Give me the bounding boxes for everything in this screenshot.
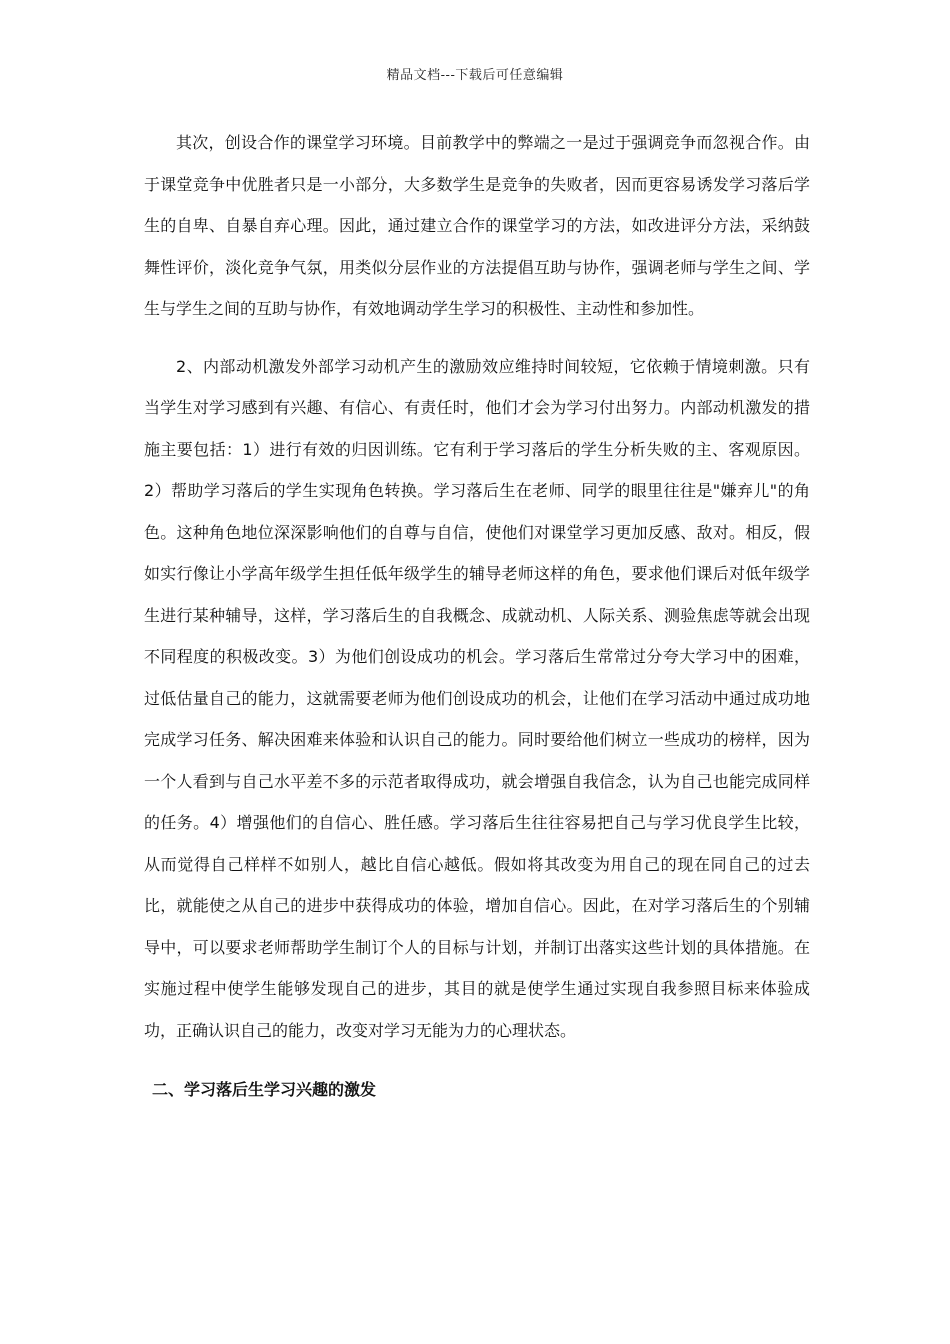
section-heading: 二、学习落后生学习兴趣的激发 xyxy=(152,1080,377,1099)
paragraph-cooperative-environment: 其次，创设合作的课堂学习环境。目前教学中的弊端之一是过于强调竞争而忽视合作。由于课堂竞争中优胜者只是一小部分，大多数学生是竞争的失败者，因而更容易诱发学习落后学生的自卑、自暴自弃心理。因此，通过建立合作的课堂学习的方法，如改进评分方法，采纳鼓舞性评价，淡化竞争气氛，用类似分层作业的方法提倡互助与协作，强调老师与学生之间、学生与学生之间的互助与协作，有效地调动学生学习的积极性、主动性和参加性。 xyxy=(144,133,810,318)
document-body xyxy=(144,122,810,1111)
paragraph-intrinsic-motivation: 2、内部动机激发外部学习动机产生的激励效应维持时间较短，它依赖于情境刺激。只有当学生对学习感到有兴趣、有信心、有责任时，他们才会为学习付出努力。内部动机激发的措施主要包括：1）进行有效的归因训练。它有利于学习落后的学生分析失败的主、客观原因。2）帮助学习落后的学生实现角色转换。学习落后生在老师、同学的眼里往往是"嫌弃儿"的角色。这种角色地位深深影响他们的自尊与自信，使他们对课堂学习更加反感、敌对。相反，假如实行像让小学高年级学生担任低年级学生的辅导老师这样的角色，要求他们课后对低年级学生进行某种辅导，这样，学习落后生的自我概念、成就动机、人际关系、测验焦虑等就会出现不同程度的积极改变。3）为他们创设成功的机会。学习落后生常常过分夸大学习中的困难，过低估量自己的能力，这就需要老师为他们创设成功的机会，让他们在学习活动中通过成功地完成学习任务、解决困难来体验和认识自己的能力。同时要给他们树立一些成功的榜样，因为一个人看到与自己水平差不多的示范者取得成功，就会增强自我信念，认为自己也能完成同样的任务。4）增强他们的自信心、胜任感。学习落后生往往容易把自己与学习优良学生比较，从而觉得自己样样不如别人，越比自信心越低。假如将其改变为用自己的现在同自己的过去比，就能使之从自己的进步中获得成功的体验，增加自信心。因此，在对学习落后生的个别辅导中，可以要求老师帮助学生制订个人的目标与计划，并制订出落实这些计划的具体措施。在实施过程中使学生能够发现自己的进步，其目的就是使学生通过实现自我参照目标来体验成功，正确认识自己的能力，改变对学习无能为力的心理状态。 xyxy=(144,356,810,1040)
page-header: 精品文档---下载后可任意编辑 xyxy=(386,68,564,83)
